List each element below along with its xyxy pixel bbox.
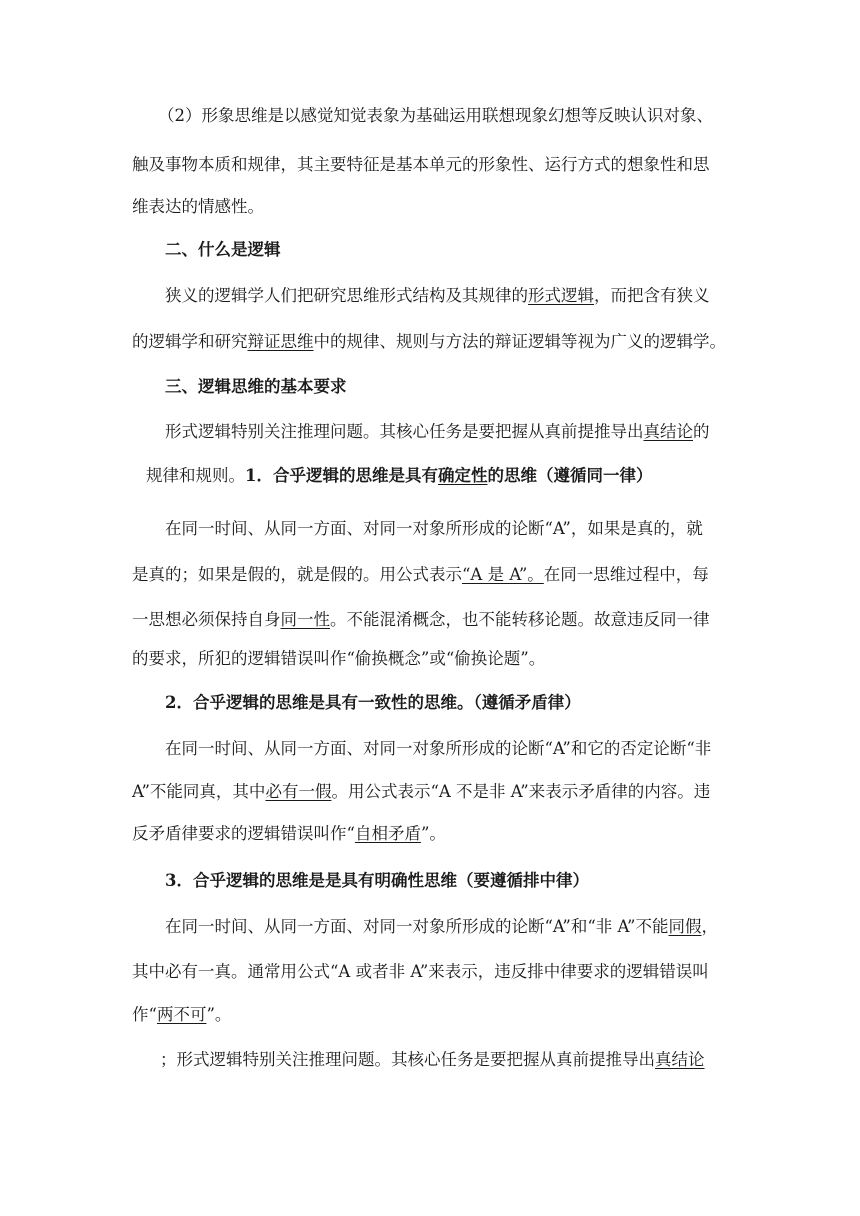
paragraph-line: （2）形象思维是以感觉知觉表象为基础运用联想现象幻想等反映认识对象、 (158, 106, 713, 125)
underlined-term: 同一性 (280, 610, 330, 629)
paragraph-line: A”不能同真，其中必有一假。用公式表示“A 不是非 A”来表示矛盾律的内容。违 (132, 782, 711, 801)
subheading: 1．合乎逻辑的思维是具有确定性的思维（遵循同一律） (245, 466, 653, 485)
section-heading: 2．合乎逻辑的思维是具有一致性的思维。（遵循矛盾律） (165, 693, 581, 712)
paragraph-line: 是真的；如果是假的，就是假的。用公式表示“A 是 A”。在同一思维过程中，每 (132, 565, 709, 584)
paragraph-line: 作“两不可”。 (132, 1005, 232, 1024)
underlined-term: 辩证思维 (247, 332, 314, 351)
paragraph-line: 一思想必须保持自身同一性。不能混淆概念，也不能转移论题。故意违反同一律 (132, 610, 710, 629)
underlined-term: 同假 (668, 917, 702, 936)
paragraph-line: 在同一时间、从同一方面、对同一对象所形成的论断“A”和“非 A”不能同假， (165, 917, 718, 936)
paragraph-line: 反矛盾律要求的逻辑错误叫作“自相矛盾”。 (132, 824, 446, 843)
underlined-term: 形式逻辑 (528, 286, 594, 305)
paragraph-line: ；形式逻辑特别关注推理问题。其核心任务是要把握从真前提推导出真结论 (160, 1050, 705, 1069)
underlined-term: 必有一假 (265, 782, 332, 801)
underlined-term: “A 是 A”。 (462, 565, 544, 584)
underlined-term: 两不可 (156, 1005, 207, 1024)
paragraph-line: 在同一时间、从同一方面、对同一对象所形成的论断“A”，如果是真的，就 (165, 519, 703, 538)
paragraph-line: 触及事物本质和规律，其主要特征是基本单元的形象性、运行方式的想象性和思 (132, 155, 710, 174)
underlined-term: 真结论 (643, 422, 693, 441)
section-heading: 三、逻辑思维的基本要求 (165, 377, 347, 396)
paragraph-line: 规律和规则。1．合乎逻辑的思维是具有确定性的思维（遵循同一律） (146, 466, 653, 485)
underlined-term: 真结论 (655, 1050, 705, 1069)
paragraph-line: 的要求，所犯的逻辑错误叫作“偷换概念”或“偷换论题”。 (132, 649, 546, 668)
section-heading: 3．合乎逻辑的思维是是具有明确性思维（要遵循排中律） (165, 871, 589, 890)
section-heading: 二、什么是逻辑 (165, 240, 281, 259)
paragraph-line: 维表达的情感性。 (132, 197, 264, 216)
paragraph-line: 其中必有一真。通常用公式“A 或者非 A”来表示，违反排中律要求的逻辑错误叫 (132, 962, 709, 981)
paragraph-line: 形式逻辑特别关注推理问题。其核心任务是要把握从真前提推导出真结论的 (165, 422, 710, 441)
paragraph-line: 狭义的逻辑学人们把研究思维形式结构及其规律的形式逻辑，而把含有狭义 (165, 286, 710, 305)
underlined-term: 自相矛盾 (354, 824, 421, 843)
paragraph-line: 的逻辑学和研究辩证思维中的规律、规则与方法的辩证逻辑等视为广义的逻辑学。 (132, 332, 726, 351)
paragraph-line: 在同一时间、从同一方面、对同一对象所形成的论断“A”和它的否定论断“非 (165, 739, 712, 758)
underlined-term: 确定性 (437, 466, 488, 485)
